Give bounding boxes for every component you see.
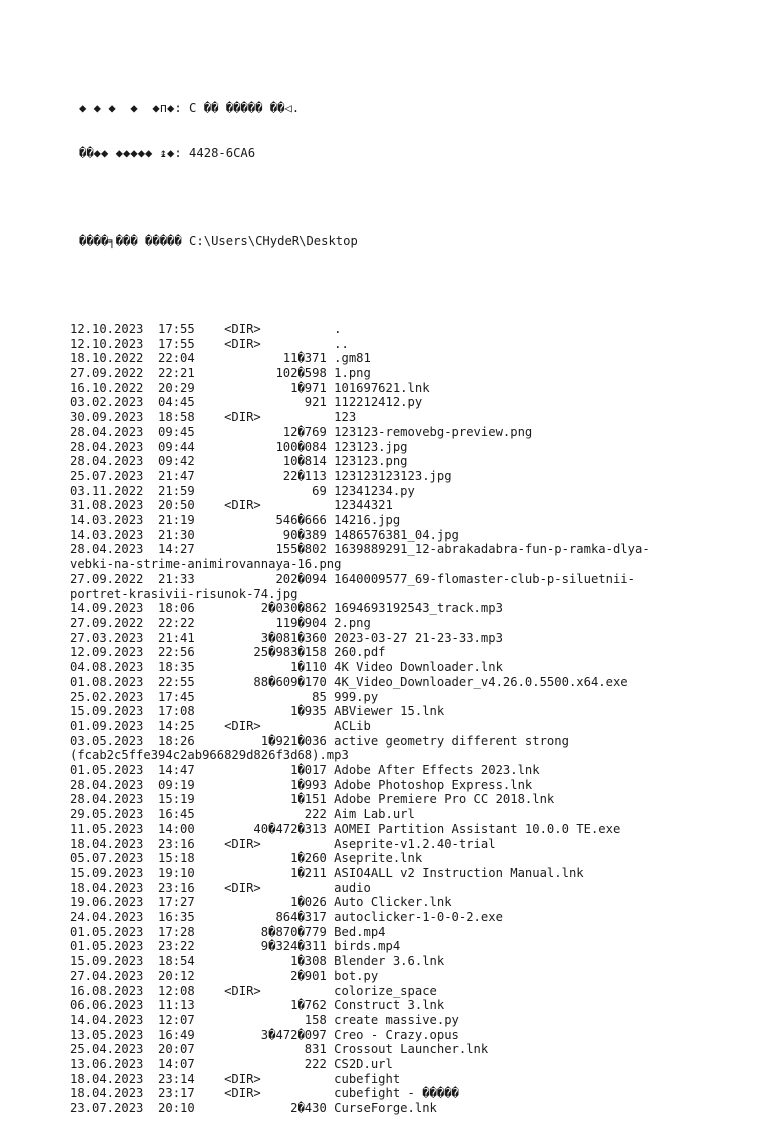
listing-row: 12.09.2023 22:56 25�983�158 260.pdf: [70, 645, 386, 660]
listing-row: 01.09.2023 14:25 <DIR> ACLib: [70, 718, 371, 733]
listing-row: 16.10.2022 20:29 1�971 101697621.lnk: [70, 380, 430, 395]
listing-row: 01.08.2023 22:55 88�609�170 4K_Video_Downloader_v4.26.0.5500.x64.exe: [70, 674, 628, 689]
listing-row: 27.03.2023 21:41 3�081�360 2023-03-27 21-23-33.mp3: [70, 630, 503, 645]
listing-row: portret-krasivii-risunok-74.jpg: [70, 586, 298, 601]
listing-row: 16.08.2023 12:08 <DIR> colorize_space: [70, 983, 437, 998]
listing-row: 25.02.2023 17:45 85 999.py: [70, 689, 379, 704]
listing-row: 15.09.2023 19:10 1�211 ASIO4ALL v2 Instruction Manual.lnk: [70, 865, 584, 880]
listing-row: 14.09.2023 18:06 2�030�862 1694693192543_track.mp3: [70, 601, 503, 616]
listing-row: 25.04.2023 20:07 831 Crossout Launcher.lnk: [70, 1042, 489, 1057]
listing-row: 18.10.2022 22:04 11�371 .gm81: [70, 351, 371, 366]
listing-row: 03.02.2023 04:45 921 112212412.py: [70, 395, 423, 410]
spacer: [70, 278, 760, 293]
listing-row: 01.05.2023 17:28 8�870�779 Bed.mp4: [70, 924, 386, 939]
listing-row: 01.05.2023 14:47 1�017 Adobe After Effects 2023.lnk: [70, 763, 540, 778]
directory-path-line: ����╕��� ����� C:\Users\CHydeR\Desktop: [79, 233, 358, 248]
listing-row: 12.10.2023 17:55 <DIR> .: [70, 321, 342, 336]
listing-row: 13.05.2023 16:49 3�472�097 Creo - Crazy.opus: [70, 1027, 459, 1042]
listing-row: 06.06.2023 11:13 1�762 Construct 3.lnk: [70, 998, 445, 1013]
listing-row: 12.10.2023 17:55 <DIR> ..: [70, 336, 349, 351]
listing-row: 14.04.2023 12:07 158 create massive.py: [70, 1012, 459, 1027]
listing-row: 14.03.2023 21:30 90�389 1486576381_04.jpg: [70, 527, 459, 542]
listing-row: 18.04.2023 23:14 <DIR> cubefight: [70, 1071, 401, 1086]
listing-row: 27.09.2022 21:33 202�094 1640009577_69-flomaster-club-p-siluetnii-: [70, 571, 635, 586]
listing-row: 11.05.2023 14:00 40�472�313 AOMEI Partition Assistant 10.0.0 TE.exe: [70, 821, 621, 836]
listing-row: 24.04.2023 16:35 864�317 autoclicker-1-0-0-2.exe: [70, 910, 503, 925]
listing-row: 28.04.2023 15:19 1�151 Adobe Premiere Pro CC 2018.lnk: [70, 792, 555, 807]
listing-row: 19.06.2023 17:27 1�026 Auto Clicker.lnk: [70, 895, 452, 910]
listing-row: 28.04.2023 09:45 12�769 123123-removebg-preview.png: [70, 424, 533, 439]
listing-row: vebki-na-strime-animirovannaya-16.png: [70, 557, 342, 572]
listing-row: 23.07.2023 20:10 2�430 CurseForge.lnk: [70, 1101, 437, 1116]
listing-row: 03.11.2022 21:59 69 12341234.py: [70, 483, 415, 498]
listing-row: 13.06.2023 14:07 222 CS2D.url: [70, 1057, 393, 1072]
listing-row: 28.04.2023 09:42 10�814 123123.png: [70, 454, 408, 469]
volume-serial-line: ��◆◆ ◆◆◆◆◆ ↨◆: 4428-6CA6: [79, 145, 256, 160]
listing-row: 28.04.2023 09:44 100�084 123123.jpg: [70, 439, 408, 454]
listing-row: 04.08.2023 18:35 1�110 4K Video Downloader.lnk: [70, 660, 503, 675]
listing-row: 18.04.2023 23:16 <DIR> Aseprite-v1.2.40-trial: [70, 836, 496, 851]
listing-row: 18.04.2023 23:16 <DIR> audio: [70, 880, 371, 895]
listing-row: 18.04.2023 23:17 <DIR> cubefight - �����: [70, 1086, 459, 1101]
listing-row: 29.05.2023 16:45 222 Aim Lab.url: [70, 807, 415, 822]
volume-label-line: ◆ ◆ ◆ ◆ ◆п◆: С �� ����� ��◁.: [79, 101, 300, 116]
listing-row: (fcab2c5ffe394c2ab966829d826f3d68).mp3: [70, 748, 349, 763]
listing-row: 14.03.2023 21:19 546�666 14216.jpg: [70, 513, 401, 528]
listing-row: 28.04.2023 14:27 155�802 1639889291_12-abrakadabra-fun-p-ramka-dlya-: [70, 542, 650, 557]
listing-row: 25.07.2023 21:47 22�113 123123123123.jpg: [70, 468, 452, 483]
listing-row: 31.08.2023 20:50 <DIR> 12344321: [70, 498, 393, 513]
listing-row: 27.09.2022 22:22 119�904 2.png: [70, 615, 371, 630]
directory-listing: [70, 322, 760, 1116]
listing-row: 27.09.2022 22:21 102�598 1.png: [70, 366, 371, 381]
console-output: [70, 72, 760, 1131]
listing-row: 28.04.2023 09:19 1�993 Adobe Photoshop Express.lnk: [70, 777, 533, 792]
listing-row: 30.09.2023 18:58 <DIR> 123: [70, 410, 357, 425]
listing-row: 15.09.2023 18:54 1�308 Blender 3.6.lnk: [70, 954, 445, 969]
listing-row: 27.04.2023 20:12 2�901 bot.py: [70, 968, 379, 983]
listing-row: 05.07.2023 15:18 1�260 Aseprite.lnk: [70, 851, 423, 866]
listing-row: 03.05.2023 18:26 1�921�036 active geometry different strong: [70, 733, 569, 748]
listing-row: 15.09.2023 17:08 1�935 ABViewer 15.lnk: [70, 704, 445, 719]
listing-row: 01.05.2023 23:22 9�324�311 birds.mp4: [70, 939, 401, 954]
spacer: [70, 190, 760, 205]
